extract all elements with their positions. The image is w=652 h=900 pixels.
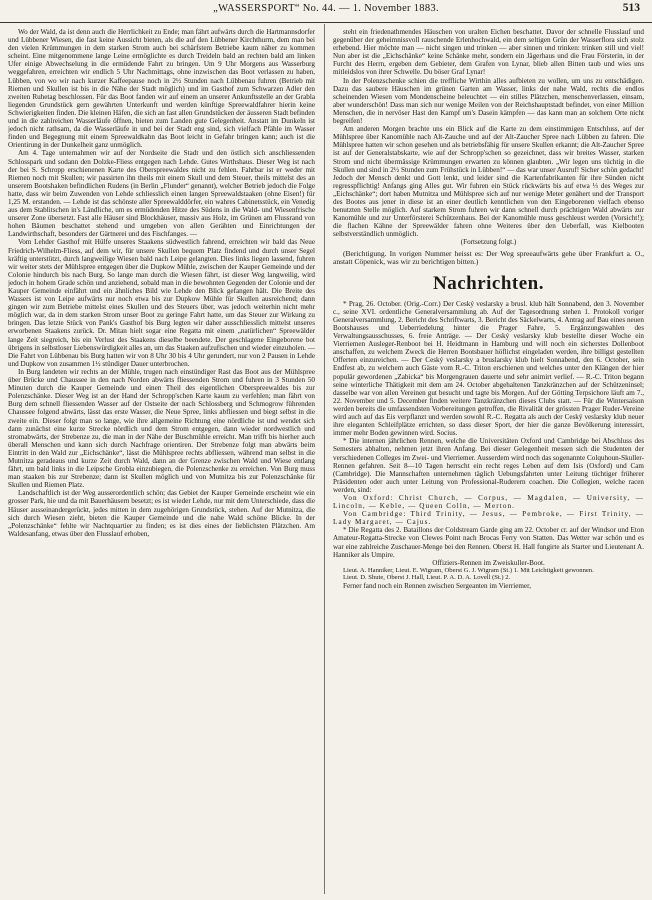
college-list-oxford: Von Oxford: Christ Church, — Corpus, — Magdalen, — University, — Lincoln, — Keble, — Queen Colln, — Merton. bbox=[333, 493, 644, 511]
race-heading: Offiziers-Rennen im Zweiskuller-Boot. bbox=[432, 558, 545, 567]
column-divider bbox=[324, 24, 325, 894]
news-item: * Die Regatta des 2. Bataillons der Coldstream Garde ging am 22. October cr. auf der Windsor und Eton Amateur-Regatta-Strecke von Clewes Point nach Brocas Ferry von Statten. Das Wetter war schön und es war eine zahlreiche Zuschauer-Menge bei den Rennen. Oberst H. Hall fungirte als Starter und Lieutenant A. Hanniker als Umpire. bbox=[333, 526, 644, 559]
article-paragraph: Am anderen Morgen brachte uns ein Blick auf die Karte zu dem einstimmigen Entschluss, auf der Mühlspree über Kanomühle nach Alt-Zauche und auf der Alt-Zaucher Spree nach Lübben zu fahren. Die Mühlspree hatten wir schon gesehen und als betriebsfähig für unsere Skullen erkannt; die Alt-Zaucher Spree ist auf der Generalstabskarte, wie auf der Schropp'schen so gezeichnet, dass wir breites Wasser, starken Strom und nicht übermässige Krümmungen erwarten zu können glaubten. „Wir legen uns tüchtig in die Skullen und sind in 2½ Stunden zum Frühstück in Lübben!“ — das war unser Ausruf! Sicher schön gedacht! Jedoch der Mensch denkt und Gott lenkt, und leider sind die Kartenfabrikanten für ihre Sünden nicht regresspflichtig! Anfangs ging Alles gut. Wir fuhren ein Stück rückwärts bis auf etwa ⅓ des Weges zur „Eichschänke“; dort haben Mutnitza und Mühlspree sich auf nur wenige Meter genähert und der Transport des Bootes aus jener in diese ist an einer deutlich kenntlichen von den Eingeborenen vielfach ebenso benutzten Stelle möglich. Auf starkem Strom fuhren wir dann schnell durch prächtigen Wald abwärts zur Kanomühle und zur Unterförsterei Schützenhaus. Bei der Kanomühle muss geschleust werden (Vorsicht!); die flachen Kähne der Spreewälder fahren ohne Weiteres über den Ueberfall, was Kielbooten selbstverständlich unmöglich. bbox=[333, 125, 644, 239]
article-paragraph: steht ein friedenathmendes Häuschen von uralten Eichen beschattet. Davor der schnelle Flusslauf und gegenüber der geheimnissvoll rauschende Erlenhochwald, ein dem seltigen Grün der Wasserflora sich stolz erhebend. Hier möchte man — nicht singen und trinken — aber sinnen und trinken: trinken still und viel! Nun aber ist die „Eichschänke“ keine Schänke mehr, sondern ein Jägerhaus und die Frau Försterin, in der Furcht des Herrn, ergeben dem Gebieter, dem Grafen von Lynar, blieb allen Bitten taub und wies uns mitleidslos von ihrer Schwelle. Du böser Graf Lynar! bbox=[333, 28, 644, 77]
article-paragraph: Am 4. Tage unternahmen wir auf der Nordseite die Stadt und den östlich sich anschliessenden Schlosspark und sodann den Dolzke-Fliess entgegen nach Lehde. Gutes Wirthshaus. Dieser Weg ist nach der bei S. Schropp erschienenen Karte des Oberspreewaldes nicht zu fehlen. Fahrbar ist er weder mit Riemen noch mit Skullen; wir passirten ihn theils mit einem Skull und dem Steuer, theils mittelst des an unserem Bootshaken befindlichen Rudens (in Berlin „Flunder“ genannt), welcher Betrieb jedoch die Folge hatte, dass wir beim Zuwenden von Lehde schliesslich einen langen Spreewaldstaaken (ohne Eisen!) für 1,25 M. erstanden. — Lehde ist das schönste aller Spreewalddörfer, ein wahres Cabinetsstück, ein Venedig aus dem Stablitschen in's Ländliche, um es ermüdenden Hitze des Südens in die Wald- und Wiesenfrische unserer Zone übersetzt. Fast alle Häuser sind Blockhäuser, massiv aus Holz, im Grünen am Flussrand von hohen Bäumen beschattet stehend und umgeben von allen Gerähten und Einrichtungen der Landwirthschaft, besonders der Gärtnerei und des Fischfanges. — bbox=[8, 149, 315, 239]
page-header bbox=[0, 0, 652, 23]
race-result: Lieut. D. Shute, Oberst J. Hall, Lieut. P. A. D. A. Lovell (St.) 2. bbox=[343, 574, 511, 582]
page-number: 513 bbox=[622, 2, 640, 14]
article-paragraph: In der Polenzschenke schien die treffliche Wirthin alles aufbieten zu wollen, um uns zu entschädigen. Dazu das saubere Häuschen im grünen Garten am Wasser, links der nahe Wald, rechts die endlos scheinenden Wiesen vom Mondenscheine beleuchtet — ein stilles Plätzchen, menschenverlassen, einsam, aber wunderschön! Dass man sich nur wenige Meilen von der Reichshauptstadt befindet, von einer Million Menschen, die in nervöser Hast den Kampf um's Dasein kämpfen — das kann man an solchem Orte nicht begreifen! bbox=[333, 76, 644, 126]
race-result: Lieut. A. Hanniker, Lieut. E. Wigram, Oberst G. J. Wigram (St.) 1. Mit Leichtigkeit gewonnen. bbox=[343, 566, 594, 574]
article-paragraph: Wo der Wald, da ist denn auch die Herrlichkeit zu Ende; man fährt aufwärts durch die Hartmannsdorfer und Lübbener Wiesen, die fast keine Aussicht bieten, als die auf den Lübbener Kirchthurm, dem man bei den vielen Krümmungen in dem starken Strom auch bei schärfstem Betriebe kaum näher zu kommen scheint. Eine mitgenommene lange Leine ermöglichte es durch Treideln bald an rechten bald am linken Ufer einige Abwechselung in die ermüdende Fahrt zu bringen. Um 9 Uhr Morgens aus Wasserburg weggefahren, erreichten wir endlich 5 Uhr Nachmittags, ohne inzwischen das Boot verlassen zu haben, Lübben, von wo wir nach kurzer Kaffeepause noch in 2½ Stunden nach Lübbenau fuhren (Betrieb mit Riemen und Skullen ist bis in die Nähe der Stadt möglich) und im Gasthof zum Schwarzen Adler den zweiten Ruhetag beschlossen. Für das Boot fanden wir auf einem an unserer Ankunftsstelle an der Grabla liegenden Grundstück gern gewährten Unterkunft und werden künftige Spreewaldfahrer hierin keine Schwierigkeiten finden. Die kleinen Häfen, die sich an fast allen Grundstücken der äusseren Stadt befinden und in die zahlreichen Wasserläufe öffnen, bieten zum Landen gute Gelegenheit. Anstatt im Dunkeln ist jedoch nicht rathsam, da die Wasserläufe in und bei der Stadt eng sind, sich vielfach Pfähle im Wasser finden und Begegnung mit einem Spreewaldkahn das Boot leicht in Gefahr bringen kann; auch ist die Orientirung in der Dunkelheit ganz unmöglich. bbox=[8, 28, 315, 150]
news-item: * Prag, 26. October. (Orig.-Corr.) Der Ceský veslarsky a brusl. klub hält Sonnabend, den 3. November c., seine XVI. ordentliche Generalversammlung ab. Auf der Tagesordnung stehen 1. Protokoll voriger Generalversammlung, 2. Bericht des Schriftwarts, 3. Bericht des Säckelwarts, 4. Antrag auf Bau eines neuen Bootshauses und Ueberriedelung hinter die Prager Fahre, 5. Ergänzungswahlen des Verwaltungsausschusses, 6. freie Anträge. — Der Ceský veslarsky klub bestellte dieser Woche ein Vierriemen Ausleger-Renboot bei H. Heidtmann in Hamburg und will noch ein sicherstes Dollenboot anschaffen, zu welchem Zweck die Herren Bootsbauer höflichst eingeladen werden, ihre billigst gestellten Offerten einzureichen. — Der Ceský veslarsky a bruslarsky klub hielt Sonnabend, den 6. October, sein Endfest ab, zu welchem auch Gäste vom R.-C. Triton erschienen und welches unter den Klängen der hier populär gewordenen „Zabicka“ bis Morgengrauen dauerte und sehr animirt verlief. — R.-C. Triton begann seine winterliche Thätigkeit mit dem am 24. October abgehaltenen Tanzkränzchen auf der Schützeninsel; dasselbe war von allen Vereinen gut besucht und tagte bis Morgen. Auf der Götting Terpsichore läuft am 7., 22. November und 5. December finden weitere Tanzkränzchen dieses Clubs statt. — Für die Wintersaison werden bereits die umfassendsten Vorbereitungen getroffen, die Rivalität der grössten Prager Ruder-Vereine wird auch auf das Eis verpflanzt und werden sowohl R.-C. Regatta als auch der Ceský veslarsky klub neuer ihre eleganten Schleifplätze errichten, so dass dieser Sport, der hier die ganze Bevölkerung interessirt, immer mehr Boden gewinnen wird. Socius. bbox=[333, 299, 644, 438]
article-paragraph: Vom Lehder Gasthof mit Hülfe unseres Staakens südwestlich fahrend, erreichten wir bald das Neue Friedrich-Wilhelm-Fliess, auf dem wir, für unsere Skullen bequem Platz findend und durch unser Segel kräftig unterstützt, durch langweilige Wiesen bald nach Leipe gelangten. Dies links liegen lassend, fuhren wir weiter stets der Mühlspree entgegen über die Dupkow Mühle, zwischen der Kauper Gemeinde und der Colonie hindurch bis nach Burg. So lange man durch die Wiesen fährt, ist dieser Weg langweilig, wird jedoch in hohem Grade schön und anziehend, sobald man in die bewohnten Gegenden der Colonie und der Kauper Gemeinde einfährt und ein ähnliches Bild wie Lehde den Blick gefangen hält. Die Breite des Wassers ist von Leipe aufwärts nur noch etwa bis zur Dupkow Mühle für Skullen ausreichend; dann gingen wir zum Betriebe mittelst eines Skullen und des Steuers über, was jedoch weiterhin nicht mehr möglich war, da in dem starken Strom unser Boot zu geringe Fahrt hatte, um das Steuer zur Wirkung zu bringen. Das letzte Stück von Pank's Gasthof bis Burg legten wir daher ausschliesslich mittelst unseres erworbenen Staakens zurück. Dr. Mitan hielt sogar eine Regatta mit einem „natürlichen“ Spreewälder lange Zeit siegreich, bis ein Verlust des Staakens dieselbe beendete. Der geschlagene Eingeborene bot übrigens in selbstloser Liebenswürdigkeit alles an, um das Staaken aufzufischen und wieder einzuholen. — Die Fahrt von Lübbenau bis Burg hatten wir von 8 Uhr 30 bis 4 Uhr gerundert, nur von 2 Pausen in Lehde und Dupkow von zusammen 1½ stündiger Dauer unterbrochen. bbox=[8, 238, 315, 368]
article-paragraph: Landschaftlich ist der Weg ausserordentlich schön; das Gebiet der Kauper Gemeinde erscheint wie ein grosser Park, hie und da mit Bauerhäusern besetzt; es ist wieder Lehde, nur mit dem Unterschiede, dass die Häuser ausseinandergerückt, jedes mitten in dem zugehörigen Grundstück, stehen. Auf der Mutnitza, die sich durch Wiesen zieht, bieten die Kauper Gemeinde und die nahe Wald schöne Blicke. In der „Polenzschänke“ fehlte wir Nachtquartier zu finden; es ist dies eines der lieblichsten Plätzchen. Am Waldesanfang, etwas über den Flusslauf erhoben, bbox=[8, 489, 315, 538]
article-paragraph: In Burg landeten wir rechts an der Mühle, trugen nach einstündiger Rast das Boot aus der Mühlspree über Brücke und Chaussee in den nach Norden abwärts fliessenden Strom und fuhren in 3 Stunden 50 Minuten durch die Kauper Gemeinde und einen Theil des eigentlichen Oberspreewaldes bis zur Polenzschänke. Dieser Weg ist an der Hand der Schropp'schen Karte kaum zu verfehlen; man fährt von Burg dem schnell fliessenden Wasser auf der Ostseite der nach Schlossberg und Schmogrow führenden Chaussee folgend abwärts, lässt das erste Wasser, die Neue Spree, links abfliessen und biegt selbst in die zweite ein. Dieser folgt man so lange, wie ihre allgemeine Richtung eine nördliche ist und wendet sich dann zunächst eine kurze Strecke nördlich und dem Strom entgegen, dann wieder nordwestlich und stromabwärts, der Strebenze zu, die man in der Nähe der Buschmühle erreicht. Man trifft bis hierher auch überall Menschen und kann sich durch Nachfrage orientiren. Der Strebenze folgt man abwärts beim Eintritt in den Wald zur „Eichschänke“, lässt die Mühlspree rechts abfliessen, während man selbst in die Mutnitza geradeaus und kurze Zeit durch Wald, dann an der Grenze zwischen Wald und Wiese entlang fährt, um bald links in die Leipsche Grobla einzubiegen, die Polenzschenke zu erreichen. Von Burg muss man staaken bis zur Strebenze; dann ist Skullen möglich und von Mutnitza bis zur Polenzschänke für Skullen und Riemen Platz. bbox=[8, 367, 315, 490]
correction-note: (Berichtigung. In vorigen Nummer heisst es: Der Weg spreeaufwärts gehe über Frankfurt a. O., anstatt Cöpenick, was wir zu berichtigen bitten.) bbox=[333, 248, 644, 267]
continued-note: (Fortsetzung folgt.) bbox=[460, 238, 517, 247]
running-title: „WASSERSPORT“ No. 44. — 1. November 1883. bbox=[213, 3, 439, 14]
news-item: Ferner fand noch ein Rennen zwischen Sergeanten im Vierriemer, bbox=[343, 582, 531, 590]
college-list-cambridge: Von Cambridge: Third Trinity, — Jesus, — Pembroke, — First Trinity, — Lady Margaret, — Cajus. bbox=[333, 510, 644, 527]
section-title: Nachrichten. bbox=[432, 272, 544, 294]
news-item: * Die internen jährlichen Rennen, welche die Universitäten Oxford und Cambridge bei Abschluss des Semesters abhalten, nehmen jetzt ihren Anfang. Bei dieser Gelegenheit messen sich die Studenten der verschiedenen Colleges im Zwei- und Vierriemer. Ausserdem wird noch das sogenannte Colquhoun-Skuller-Rennen gefahren. Seit 8—10 Tagen herrscht ein recht reges Leben auf dem Isis (Oxford) und Cam (Cambridge). Die Mannschaften unternehmen täglich Uebungsfahrten unter Leitung tüchtiger früherer Präsidenten oder auch unter Leitung von Professional-Ruderern coachen. Die Collegien, welche racen werden, sind: bbox=[333, 437, 644, 494]
left-column bbox=[8, 28, 315, 894]
right-column bbox=[333, 28, 644, 894]
